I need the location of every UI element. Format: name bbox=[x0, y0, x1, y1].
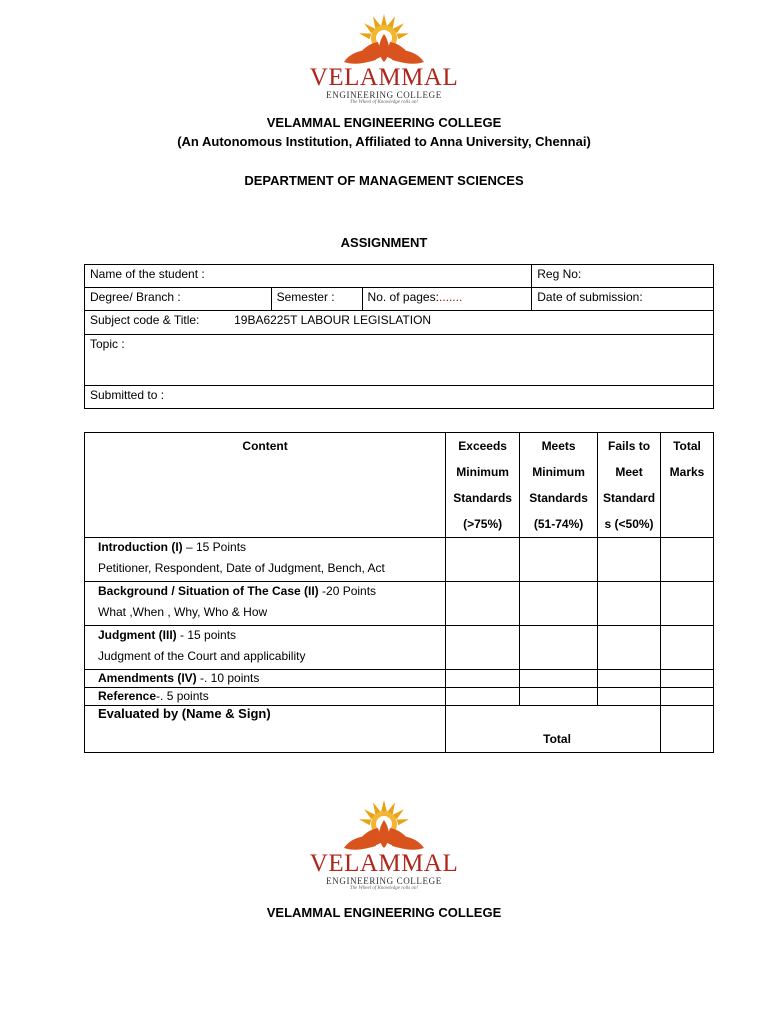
pages-value: ....... bbox=[438, 290, 463, 304]
student-info-table bbox=[84, 264, 714, 409]
criterion-judgment: Judgment (III) - 15 points Judgment of the Court and applicability bbox=[85, 626, 446, 670]
criterion-amendments: Amendments (IV) -. 10 points bbox=[85, 670, 446, 688]
evaluated-by-cell[interactable]: Evaluated by (Name & Sign) bbox=[85, 706, 446, 753]
table-row bbox=[85, 626, 714, 670]
score-cell[interactable] bbox=[446, 688, 520, 706]
reg-no-cell[interactable]: Reg No: bbox=[532, 265, 714, 288]
degree-branch-cell[interactable]: Degree/ Branch : bbox=[85, 288, 272, 311]
score-cell[interactable] bbox=[661, 670, 714, 688]
criterion-reference: Reference-. 5 points bbox=[85, 688, 446, 706]
logo-tagline: The Wheel of Knowledge rolls on! bbox=[349, 886, 419, 891]
score-cell[interactable] bbox=[520, 538, 598, 582]
table-row bbox=[85, 706, 714, 753]
rubric-table bbox=[84, 432, 714, 753]
score-cell[interactable] bbox=[520, 670, 598, 688]
college-logo-footer bbox=[300, 800, 468, 892]
total-marks-header: Total Marks bbox=[661, 433, 714, 538]
total-label-cell: Total bbox=[446, 706, 661, 753]
logo-name: VELAMMAL bbox=[309, 850, 459, 877]
score-cell[interactable] bbox=[520, 582, 598, 626]
score-cell[interactable] bbox=[598, 582, 661, 626]
submitted-to-cell[interactable]: Submitted to : bbox=[85, 386, 714, 409]
score-cell[interactable] bbox=[661, 582, 714, 626]
table-row bbox=[85, 688, 714, 706]
total-value-cell[interactable] bbox=[661, 706, 714, 753]
lotus-emblem-icon bbox=[300, 800, 468, 854]
logo-subtitle: ENGINEERING COLLEGE bbox=[326, 876, 442, 886]
logo-tagline: The Wheel of Knowledge rolls on! bbox=[349, 100, 419, 105]
score-cell[interactable] bbox=[598, 688, 661, 706]
semester-cell[interactable]: Semester : bbox=[271, 288, 362, 311]
student-name-cell[interactable]: Name of the student : bbox=[85, 265, 532, 288]
assignment-title: ASSIGNMENT bbox=[340, 235, 428, 250]
content-header: Content bbox=[85, 433, 446, 538]
score-cell[interactable] bbox=[661, 538, 714, 582]
affiliation-text: (An Autonomous Institution, Affiliated to Anna University, Chennai) bbox=[177, 134, 591, 149]
score-cell[interactable] bbox=[446, 670, 520, 688]
college-logo bbox=[300, 14, 468, 106]
score-cell[interactable] bbox=[598, 538, 661, 582]
score-cell[interactable] bbox=[446, 582, 520, 626]
college-title: VELAMMAL ENGINEERING COLLEGE bbox=[266, 115, 502, 130]
subject-cell[interactable]: Subject code & Title: 19BA6225T LABOUR LEGISLATION bbox=[85, 311, 714, 335]
criterion-background: Background / Situation of The Case (II) -20 Points What ,When , Why, Who & How bbox=[85, 582, 446, 626]
score-cell[interactable] bbox=[598, 626, 661, 670]
score-cell[interactable] bbox=[446, 626, 520, 670]
table-row bbox=[85, 670, 714, 688]
table-row bbox=[85, 582, 714, 626]
subject-value: 19BA6225T LABOUR LEGISLATION bbox=[234, 313, 432, 327]
score-cell[interactable] bbox=[520, 626, 598, 670]
topic-cell[interactable]: Topic : bbox=[85, 335, 714, 386]
logo-subtitle: ENGINEERING COLLEGE bbox=[326, 90, 442, 100]
footer-college-title: VELAMMAL ENGINEERING COLLEGE bbox=[266, 905, 502, 920]
submission-date-cell[interactable]: Date of submission: bbox=[532, 288, 714, 311]
score-cell[interactable] bbox=[598, 670, 661, 688]
exceeds-header: Exceeds Minimum Standards (>75%) bbox=[446, 433, 520, 538]
lotus-emblem-icon bbox=[300, 14, 468, 68]
pages-cell[interactable]: No. of pages:....... bbox=[362, 288, 532, 311]
score-cell[interactable] bbox=[446, 538, 520, 582]
meets-header: Meets Minimum Standards (51-74%) bbox=[520, 433, 598, 538]
score-cell[interactable] bbox=[520, 688, 598, 706]
criterion-introduction: Introduction (I) – 15 Points Petitioner, Respondent, Date of Judgment, Bench, Act bbox=[85, 538, 446, 582]
score-cell[interactable] bbox=[661, 688, 714, 706]
table-row bbox=[85, 538, 714, 582]
score-cell[interactable] bbox=[661, 626, 714, 670]
department-title: DEPARTMENT OF MANAGEMENT SCIENCES bbox=[244, 173, 524, 188]
fails-header: Fails to Meet Standard s (<50%) bbox=[598, 433, 661, 538]
logo-name: VELAMMAL bbox=[309, 64, 459, 91]
